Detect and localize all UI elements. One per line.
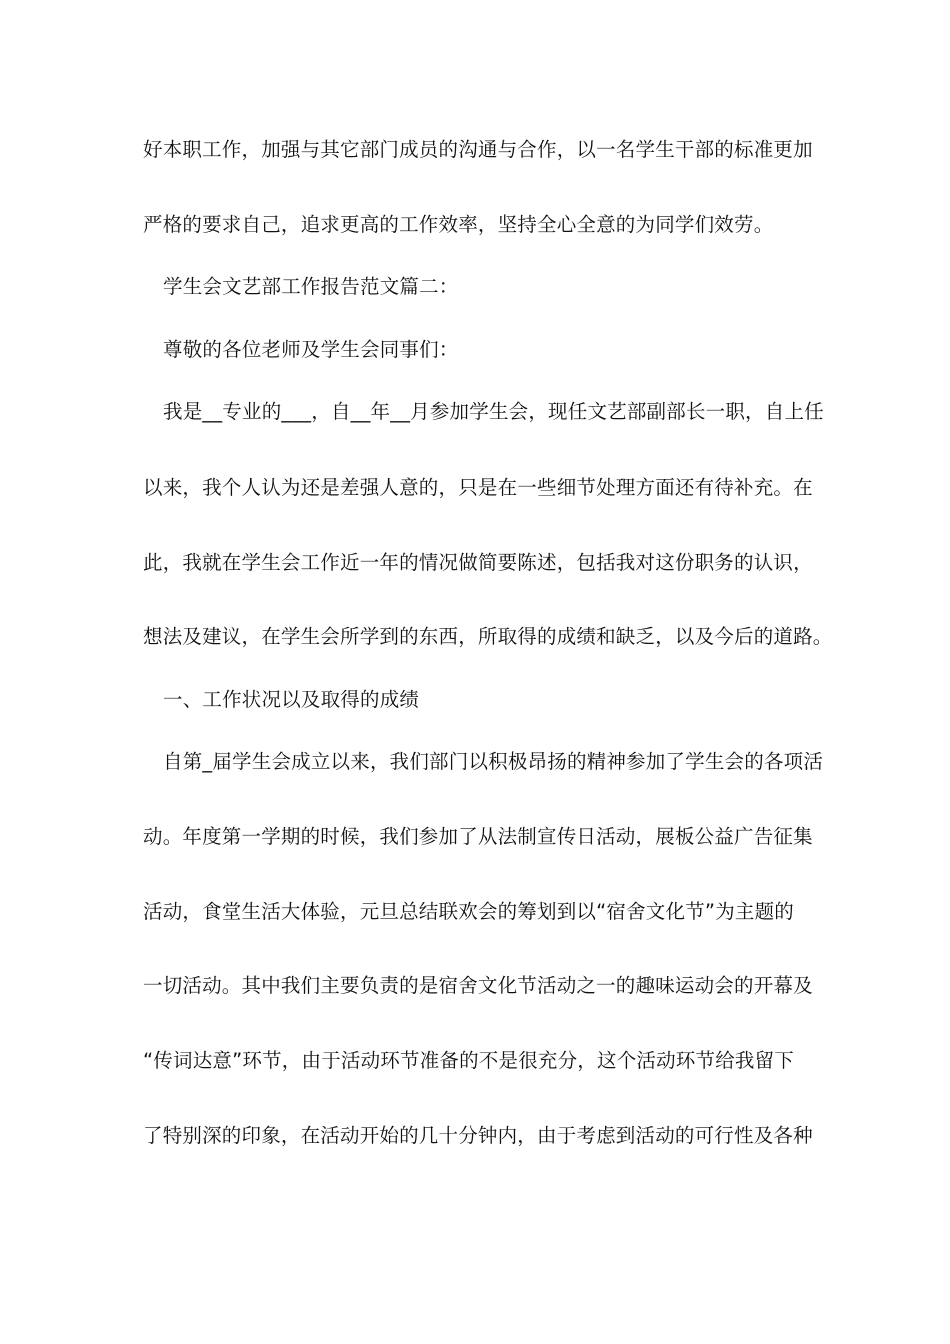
paragraph-line: 活动，食堂生活大体验，元旦总结联欢会的筹划到以“宿舍文化节”为主题的 [143, 900, 795, 923]
paragraph-line: “传词达意”环节，由于活动环节准备的不是很充分，这个活动环节给我留下 [143, 1049, 795, 1072]
paragraph-line: 好本职工作，加强与其它部门成员的沟通与合作，以一名学生干部的标准更加 [143, 138, 813, 161]
paragraph-line: 我是__专业的___，自__年__月参加学生会，现任文艺部副部长一职，自上任 [163, 400, 824, 423]
paragraph-line: 动。年度第一学期的时候，我们参加了从法制宣传日活动，展板公益广告征集 [143, 825, 813, 848]
salutation: 尊敬的各位老师及学生会同事们： [163, 338, 459, 361]
paragraph-line: 严格的要求自己，追求更高的工作效率，坚持全心全意的为同学们效劳。 [143, 213, 774, 236]
paragraph-line: 此，我就在学生会工作近一年的情况做简要陈述，包括我对这份职务的认识， [143, 551, 813, 574]
paragraph-line: 想法及建议，在学生会所学到的东西，所取得的成绩和缺乏，以及今后的道路。 [143, 625, 833, 648]
paragraph-line: 以来，我个人认为还是差强人意的，只是在一些细节处理方面还有待补充。在 [143, 476, 813, 499]
section-heading: 学生会文艺部工作报告范文篇二： [163, 275, 459, 298]
section-heading: 一、工作状况以及取得的成绩 [163, 688, 420, 711]
paragraph-line: 一切活动。其中我们主要负责的是宿舍文化节活动之一的趣味运动会的开幕及 [143, 974, 813, 997]
paragraph-line: 了特别深的印象，在活动开始的几十分钟内，由于考虑到活动的可行性及各种 [143, 1124, 813, 1147]
paragraph-line: 自第_届学生会成立以来，我们部门以积极昂扬的精神参加了学生会的各项活 [163, 750, 824, 773]
